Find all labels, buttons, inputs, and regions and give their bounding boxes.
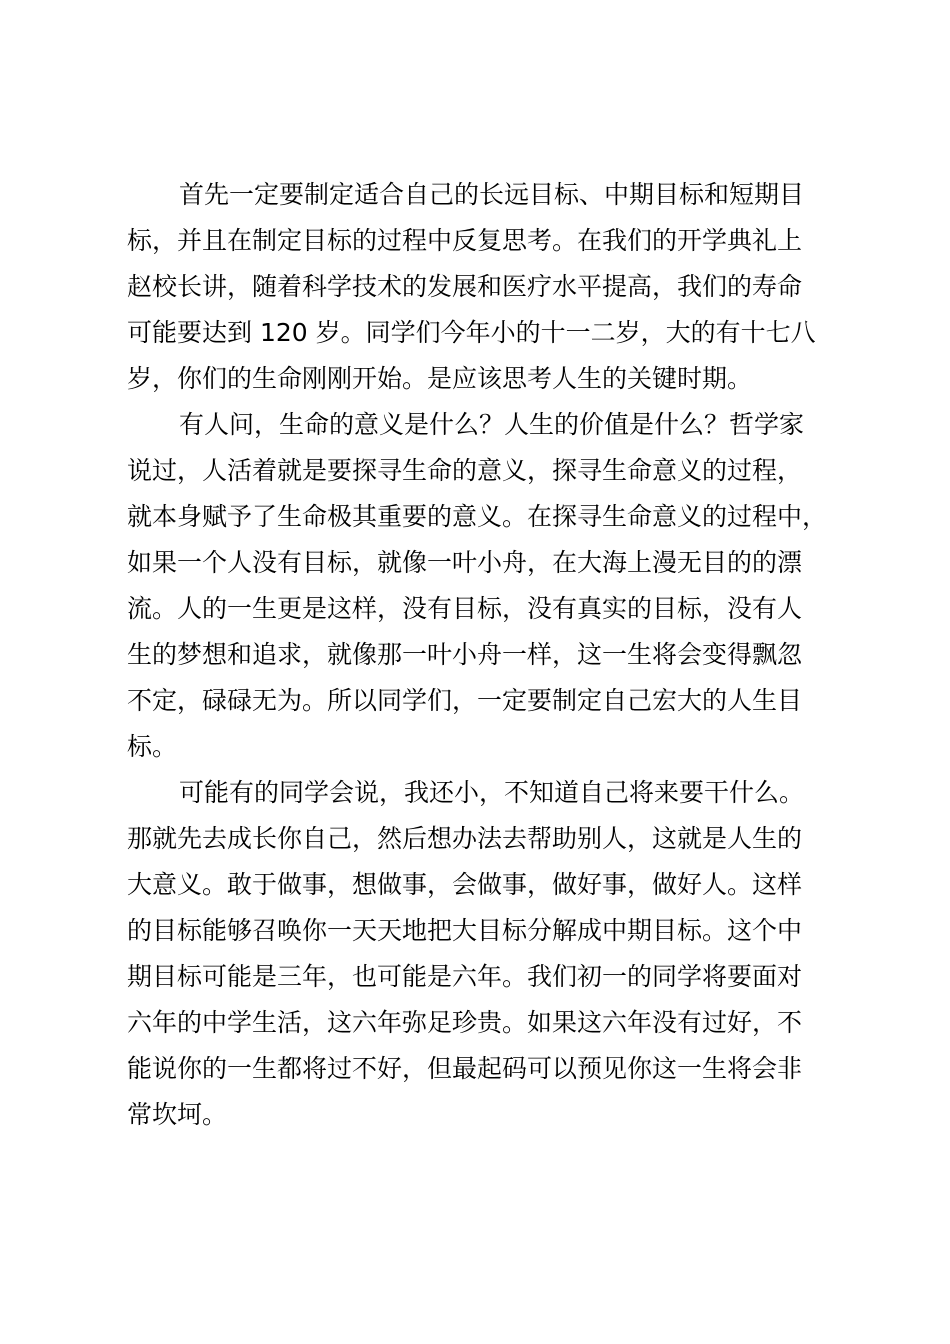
text-line: 首先一定要制定适合自己的长远目标、中期目标和短期目 bbox=[179, 180, 805, 209]
text-line: 赵校长讲，随着科学技术的发展和医疗水平提高，我们的寿命 bbox=[127, 272, 803, 301]
text-line: 标。 bbox=[127, 732, 178, 761]
paragraph-2 bbox=[127, 402, 835, 770]
text-line: 标，并且在制定目标的过程中反复思考。在我们的开学典礼上 bbox=[127, 226, 803, 255]
text-line: 流。人的一生更是这样，没有目标，没有真实的目标，没有人 bbox=[127, 594, 803, 623]
text-line: 大意义。敢于做事，想做事，会做事，做好事，做好人。这样 bbox=[127, 870, 803, 899]
text-line: 生的梦想和追求，就像那一叶小舟一样，这一生将会变得飘忽 bbox=[127, 640, 803, 669]
document-body bbox=[127, 172, 835, 1138]
text-line: 有人问，生命的意义是什么？人生的价值是什么？哲学家 bbox=[179, 410, 805, 439]
text-line: 期目标可能是三年，也可能是六年。我们初一的同学将要面对 bbox=[127, 962, 803, 991]
text-line: 能说你的一生都将过不好，但最起码可以预见你这一生将会非 bbox=[127, 1054, 803, 1083]
text-line: 可能有的同学会说，我还小，不知道自己将来要干什么。 bbox=[179, 778, 805, 807]
paragraph-3 bbox=[127, 770, 835, 1138]
paragraph-1 bbox=[127, 172, 835, 402]
text-line: 说过，人活着就是要探寻生命的意义，探寻生命意义的过程， bbox=[127, 456, 803, 485]
text-line: 就本身赋予了生命极其重要的意义。在探寻生命意义的过程中， bbox=[127, 502, 828, 531]
text-line: 如果一个人没有目标，就像一叶小舟，在大海上漫无目的的漂 bbox=[127, 548, 803, 577]
text-line: 常坎坷。 bbox=[127, 1100, 228, 1129]
text-line: 不定，碌碌无为。所以同学们，一定要制定自己宏大的人生目 bbox=[127, 686, 803, 715]
text-line: 的目标能够召唤你一天天地把大目标分解成中期目标。这个中 bbox=[127, 916, 803, 945]
text-line: 六年的中学生活，这六年弥足珍贵。如果这六年没有过好，不 bbox=[127, 1008, 803, 1037]
text-line: 可能要达到 120 岁。同学们今年小的十一二岁，大的有十七八 bbox=[127, 318, 816, 347]
text-line: 岁，你们的生命刚刚开始。是应该思考人生的关键时期。 bbox=[127, 364, 753, 393]
text-line: 那就先去成长你自己，然后想办法去帮助别人，这就是人生的 bbox=[127, 824, 803, 853]
